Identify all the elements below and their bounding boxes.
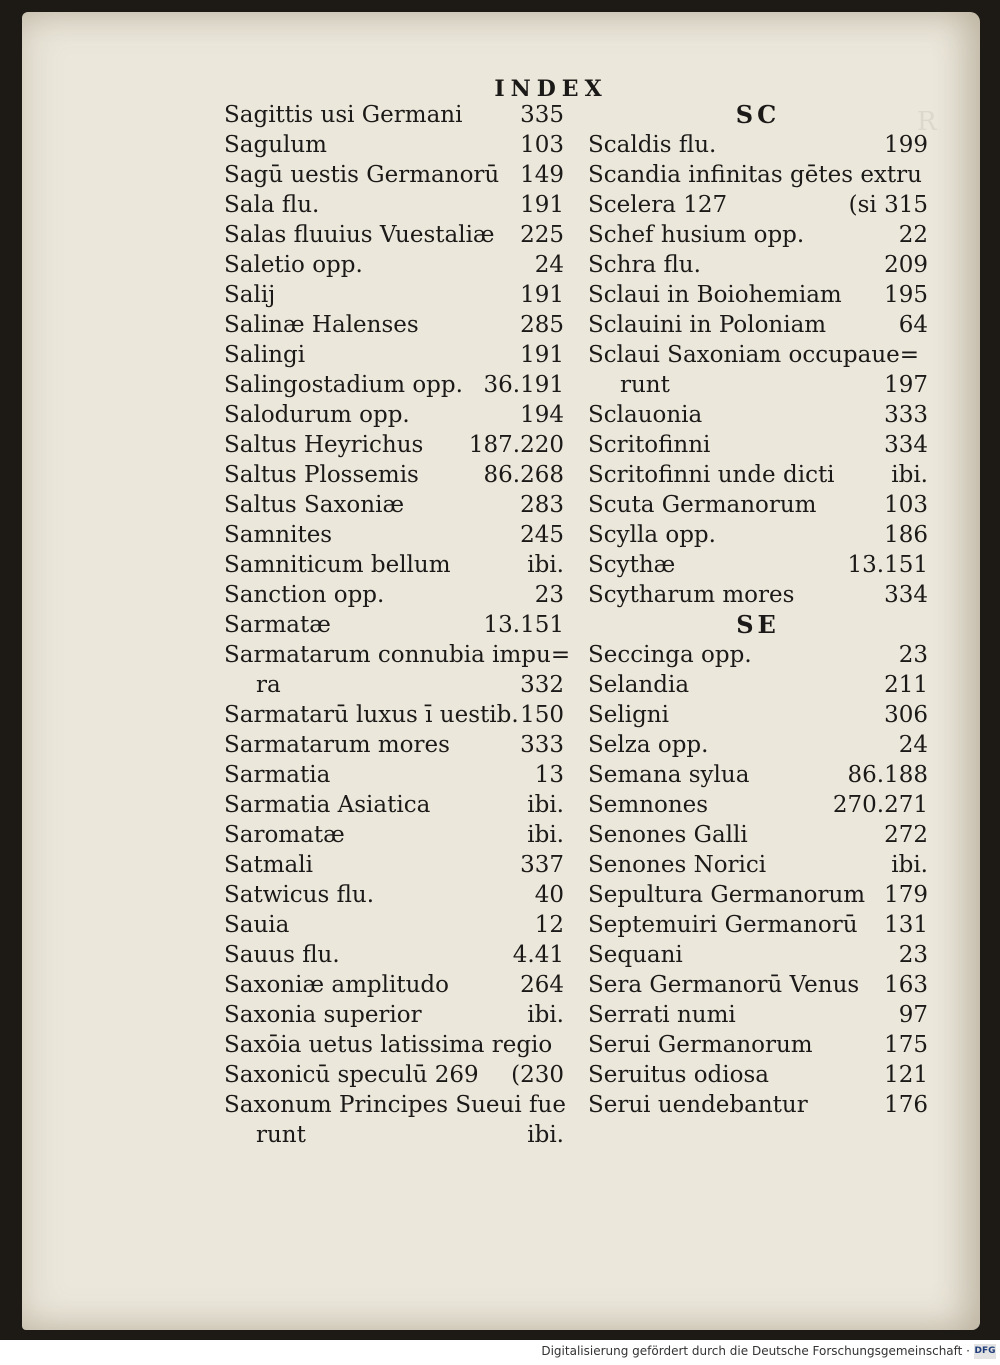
index-page-ref: 40 [534, 882, 564, 908]
index-term: Scaldis flu. [588, 132, 717, 158]
index-entry [224, 460, 564, 490]
index-term: Senones Norici [588, 852, 767, 878]
index-page-ref: ibi. [527, 822, 564, 848]
index-page-ref: 22 [898, 222, 928, 248]
index-term: Saxōia uetus latissima regio [224, 1032, 553, 1058]
index-term: Salingostadium opp. [224, 372, 463, 398]
index-term: Samnites [224, 522, 333, 548]
index-entry [224, 1030, 564, 1060]
index-term: Sclauonia [588, 402, 703, 428]
index-entry [224, 880, 564, 910]
index-page-ref: 36.191 [483, 372, 564, 398]
index-term: Sala flu. [224, 192, 320, 218]
index-page-ref: 187.220 [468, 432, 564, 458]
section-heading-label: SC [735, 100, 781, 129]
page-header: INDEX [494, 76, 608, 102]
index-entry [588, 1060, 928, 1090]
index-term: Sarmatarum mores [224, 732, 450, 758]
index-page-ref: 175 [884, 1032, 928, 1058]
index-term: Salas fluuius Vuestaliæ [224, 222, 495, 248]
index-term: Sarmatæ [224, 612, 331, 638]
section-heading [588, 100, 928, 130]
section-heading-label: SE [736, 610, 780, 639]
index-term: Seligni [588, 702, 669, 728]
index-entry [588, 310, 928, 340]
index-entry [588, 370, 928, 400]
index-page-ref: (si 315 [848, 192, 928, 218]
index-entry [588, 250, 928, 280]
index-page-ref: 103 [520, 132, 564, 158]
index-term: Sagittis usi Germani [224, 102, 463, 128]
index-term: Sanction opp. [224, 582, 385, 608]
index-term: Scelera 127 [588, 192, 728, 218]
index-entry [224, 490, 564, 520]
index-page-ref: 13 [534, 762, 564, 788]
index-entry [224, 550, 564, 580]
index-term: Scylla opp. [588, 522, 716, 548]
index-entry [588, 700, 928, 730]
index-entry [224, 670, 564, 700]
index-term: runt [256, 1122, 306, 1148]
index-term: Saltus Plossemis [224, 462, 419, 488]
index-page-ref: 225 [520, 222, 564, 248]
index-term: Satwicus flu. [224, 882, 375, 908]
footer-bar [0, 1340, 1000, 1365]
index-term: Scritofinni unde dicti [588, 462, 835, 488]
index-term: Scritofinni [588, 432, 711, 458]
index-entry [588, 400, 928, 430]
index-page-ref: 285 [520, 312, 564, 338]
index-term: Saxonicū speculū 269 [224, 1062, 479, 1088]
index-page-ref: 332 [520, 672, 564, 698]
index-entry [224, 100, 564, 130]
index-entry [588, 490, 928, 520]
index-page-ref: 13.151 [483, 612, 564, 638]
index-term: Sarmatia Asiatica [224, 792, 431, 818]
index-term: Samniticum bellum [224, 552, 451, 578]
index-entry [224, 820, 564, 850]
index-term: Selza opp. [588, 732, 709, 758]
index-entry [224, 940, 564, 970]
index-entry [588, 460, 928, 490]
index-page-ref: 334 [884, 582, 928, 608]
section-heading [588, 610, 928, 640]
index-page-ref: 131 [884, 912, 928, 938]
index-entry [224, 520, 564, 550]
index-entry [224, 970, 564, 1000]
index-page-ref: 4.41 [512, 942, 564, 968]
index-term: Scuta Germanorum [588, 492, 817, 518]
index-entry [588, 850, 928, 880]
index-entry [588, 940, 928, 970]
index-page-ref: 270.271 [832, 792, 928, 818]
index-entry [224, 850, 564, 880]
index-entry [224, 1060, 564, 1090]
index-page-ref: 306 [884, 702, 928, 728]
footer-credit: Digitalisierung gefördert durch die Deutsche Forschungsgemeinschaft · [541, 1344, 970, 1358]
index-term: Salinæ Halenses [224, 312, 419, 338]
index-term: Septemuiri Germanorū [588, 912, 858, 938]
index-entry [224, 700, 564, 730]
index-entry [588, 220, 928, 250]
index-page-ref: 264 [520, 972, 564, 998]
index-page-ref: 186 [884, 522, 928, 548]
index-entry [224, 400, 564, 430]
index-page-ref: 334 [884, 432, 928, 458]
index-page-ref: 335 [520, 102, 564, 128]
index-page-ref: (230 [511, 1062, 564, 1088]
index-page-ref: 195 [884, 282, 928, 308]
index-column-left [224, 100, 571, 1150]
index-page-ref: 86.188 [847, 762, 928, 788]
index-page-ref: 149 [520, 162, 564, 188]
index-term: Saltus Heyrichus [224, 432, 424, 458]
index-page-ref: 86.268 [483, 462, 564, 488]
index-term: Seccinga opp. [588, 642, 752, 668]
index-entry [588, 760, 928, 790]
index-entry [224, 640, 571, 670]
index-term: Saxoniæ amplitudo [224, 972, 449, 998]
index-term: Saletio opp. [224, 252, 363, 278]
index-term: Salij [224, 282, 276, 308]
dfg-logo: DFG [974, 1344, 996, 1359]
index-page-ref: 191 [520, 282, 564, 308]
index-page-ref: 103 [884, 492, 928, 518]
index-term: Scytharum mores [588, 582, 795, 608]
index-entry [588, 550, 928, 580]
index-page-ref: ibi. [527, 552, 564, 578]
index-entry [224, 1120, 564, 1150]
index-entry [224, 220, 564, 250]
index-page-ref: 191 [520, 192, 564, 218]
index-term: Saromatæ [224, 822, 345, 848]
index-term: Saxonum Principes Sueui fue [224, 1092, 566, 1118]
index-term: Serui Germanorum [588, 1032, 813, 1058]
index-entry [224, 1000, 564, 1030]
index-term: Schra flu. [588, 252, 701, 278]
index-entry [224, 910, 564, 940]
index-page-ref: 23 [898, 942, 928, 968]
index-entry [224, 1090, 564, 1120]
index-term: Sagū uestis Germanorū [224, 162, 500, 188]
index-term: Semana sylua [588, 762, 750, 788]
index-page-ref: 197 [884, 372, 928, 398]
index-page-ref: 199 [884, 132, 928, 158]
index-term: Sclaui Saxoniam occupaue= [588, 342, 920, 368]
index-page-ref: 179 [884, 882, 928, 908]
index-entry [588, 640, 928, 670]
index-term: Sarmatia [224, 762, 331, 788]
index-entry [588, 190, 928, 220]
index-entry [588, 160, 928, 190]
index-term: Saxonia superior [224, 1002, 422, 1028]
index-entry [224, 430, 564, 460]
index-entry [588, 1090, 928, 1120]
index-term: Salodurum opp. [224, 402, 410, 428]
index-term: Sera Germanorū Venus [588, 972, 860, 998]
index-term: Sagulum [224, 132, 327, 158]
index-page-ref: 64 [898, 312, 928, 338]
index-page-ref: 163 [884, 972, 928, 998]
index-term: Sauus flu. [224, 942, 340, 968]
index-page-ref: 13.151 [847, 552, 928, 578]
index-page-ref: 121 [884, 1062, 928, 1088]
index-entry [224, 310, 564, 340]
index-page-ref: 337 [520, 852, 564, 878]
index-page-ref: 283 [520, 492, 564, 518]
index-entry [588, 340, 928, 370]
index-term: Semnones [588, 792, 709, 818]
index-term: Sclaui in Boiohemiam [588, 282, 842, 308]
index-page-ref: 24 [898, 732, 928, 758]
index-page-ref: ibi. [527, 792, 564, 818]
index-entry [588, 1030, 928, 1060]
index-page-ref: ibi. [527, 1002, 564, 1028]
index-entry [224, 790, 564, 820]
index-entry [588, 730, 928, 760]
index-term: Scythæ [588, 552, 676, 578]
index-entry [588, 820, 928, 850]
index-entry [224, 340, 564, 370]
index-term: Salingi [224, 342, 306, 368]
index-term: Senones Galli [588, 822, 748, 848]
index-entry [224, 760, 564, 790]
index-page-ref: 245 [520, 522, 564, 548]
index-page-ref: 272 [884, 822, 928, 848]
index-page-ref: 150 [520, 702, 564, 728]
index-page-ref: 24 [534, 252, 564, 278]
index-entry [588, 910, 928, 940]
index-page-ref: ibi. [891, 462, 928, 488]
index-entry [224, 280, 564, 310]
index-entry [588, 580, 928, 610]
index-page-ref: 333 [520, 732, 564, 758]
index-entry [588, 790, 928, 820]
index-term: Sarmatarū luxus ī uestib. [224, 702, 519, 728]
index-page-ref: 12 [534, 912, 564, 938]
index-page-ref: 333 [884, 402, 928, 428]
index-page-ref: ibi. [891, 852, 928, 878]
index-entry [588, 670, 928, 700]
index-term: Saltus Saxoniæ [224, 492, 405, 518]
index-term: Seruitus odiosa [588, 1062, 769, 1088]
index-term: Selandia [588, 672, 690, 698]
index-entry [224, 130, 564, 160]
index-entry [224, 610, 564, 640]
index-page-ref: 176 [884, 1092, 928, 1118]
index-entry [588, 130, 928, 160]
index-term: Serui uendebantur [588, 1092, 808, 1118]
bleed-through-text: R [917, 107, 937, 137]
index-page-ref: 209 [884, 252, 928, 278]
index-page-ref: 23 [898, 642, 928, 668]
index-entry [224, 190, 564, 220]
index-page-ref: 194 [520, 402, 564, 428]
index-entry [224, 580, 564, 610]
index-page-ref: 97 [898, 1002, 928, 1028]
index-term: Schef husium opp. [588, 222, 805, 248]
index-page-ref: 23 [534, 582, 564, 608]
index-term: ra [256, 672, 281, 698]
index-term: Sauia [224, 912, 290, 938]
index-entry [224, 250, 564, 280]
index-term: Scandia infinitas gētes extru [588, 162, 922, 188]
index-page-ref: 211 [884, 672, 928, 698]
index-term: Sarmatarum connubia impu= [224, 642, 571, 668]
index-term: Sepultura Germanorum [588, 882, 866, 908]
index-entry [588, 280, 928, 310]
index-entry [588, 520, 928, 550]
index-entry [224, 160, 564, 190]
index-page-ref: ibi. [527, 1122, 564, 1148]
index-term: Sclauini in Poloniam [588, 312, 827, 338]
index-entry [588, 430, 928, 460]
index-entry [588, 970, 928, 1000]
index-column-right [588, 100, 928, 1120]
index-entry [224, 370, 564, 400]
index-entry [224, 730, 564, 760]
index-entry [588, 880, 928, 910]
index-term: Sequani [588, 942, 683, 968]
index-term: Serrati numi [588, 1002, 736, 1028]
index-entry [588, 1000, 928, 1030]
index-term: runt [620, 372, 670, 398]
index-term: Satmali [224, 852, 313, 878]
index-page-ref: 191 [520, 342, 564, 368]
